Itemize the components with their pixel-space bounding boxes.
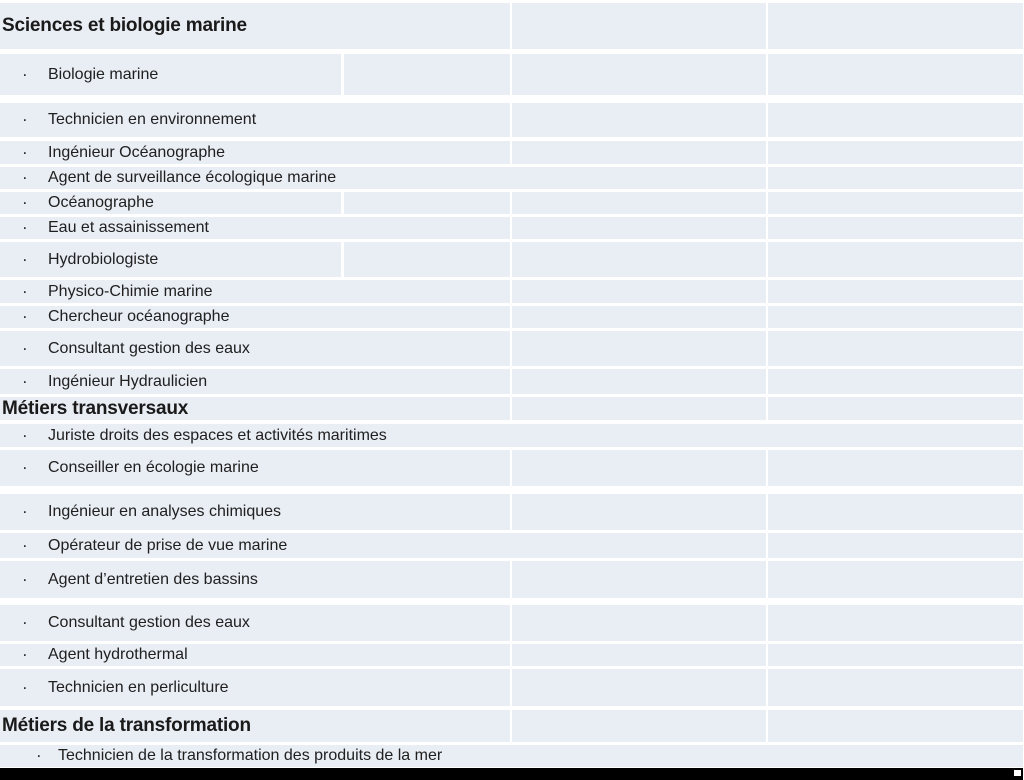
empty-cell bbox=[768, 644, 1023, 666]
section-header-cell bbox=[0, 710, 510, 742]
empty-cell bbox=[768, 217, 1023, 239]
career-item-cell bbox=[0, 103, 510, 137]
empty-cell bbox=[512, 331, 766, 366]
career-item-cell bbox=[0, 167, 766, 189]
bullet-icon: · bbox=[36, 745, 42, 765]
empty-cell bbox=[768, 242, 1023, 277]
empty-cell bbox=[768, 331, 1023, 366]
table-row bbox=[0, 644, 1024, 666]
empty-cell bbox=[768, 561, 1023, 598]
career-item-cell bbox=[0, 644, 510, 666]
empty-cell bbox=[512, 103, 766, 137]
empty-cell bbox=[512, 669, 766, 706]
table-row bbox=[0, 561, 1024, 598]
table-row bbox=[0, 54, 1024, 95]
bullet-icon: · bbox=[22, 568, 28, 588]
empty-cell bbox=[512, 644, 766, 666]
section-header-cell bbox=[0, 397, 510, 420]
table-row bbox=[0, 331, 1024, 366]
table-row bbox=[0, 533, 1024, 558]
empty-cell bbox=[768, 141, 1023, 164]
table-row bbox=[0, 494, 1024, 530]
career-item-label: Biologie marine bbox=[48, 65, 159, 83]
career-item-label: Conseiller en écologie marine bbox=[48, 459, 259, 477]
career-item-label: Opérateur de prise de vue marine bbox=[48, 536, 288, 554]
empty-cell bbox=[768, 669, 1023, 706]
career-item-cell bbox=[0, 605, 510, 641]
empty-cell bbox=[512, 397, 766, 420]
empty-cell bbox=[512, 280, 766, 303]
table-row bbox=[0, 605, 1024, 641]
empty-cell bbox=[768, 280, 1023, 303]
table-row bbox=[0, 450, 1024, 486]
empty-cell bbox=[344, 54, 510, 95]
bullet-icon: · bbox=[22, 644, 28, 664]
bullet-icon: · bbox=[22, 424, 28, 444]
bullet-icon: · bbox=[22, 534, 28, 554]
empty-cell bbox=[512, 217, 766, 239]
section-header-row bbox=[0, 3, 1024, 49]
empty-cell bbox=[768, 167, 1023, 189]
bullet-icon: · bbox=[22, 337, 28, 357]
empty-cell bbox=[512, 561, 766, 598]
bullet-icon: · bbox=[22, 676, 28, 696]
empty-cell bbox=[512, 306, 766, 328]
table-row bbox=[0, 217, 1024, 239]
empty-cell bbox=[512, 54, 766, 95]
table-row bbox=[0, 141, 1024, 164]
career-item-label: Consultant gestion des eaux bbox=[48, 614, 250, 632]
table-row bbox=[0, 242, 1024, 277]
career-item-cell bbox=[0, 561, 510, 598]
bullet-icon: · bbox=[22, 612, 28, 632]
bullet-icon: · bbox=[22, 217, 28, 237]
empty-cell bbox=[768, 54, 1023, 95]
career-item-cell bbox=[0, 141, 510, 164]
career-item-cell bbox=[0, 533, 766, 558]
empty-cell bbox=[768, 450, 1023, 486]
bullet-icon: · bbox=[22, 280, 28, 300]
career-item-cell bbox=[0, 54, 341, 95]
bullet-icon: · bbox=[22, 501, 28, 521]
career-item-cell bbox=[0, 450, 510, 486]
empty-cell bbox=[768, 306, 1023, 328]
section-title: Sciences et biologie marine bbox=[2, 15, 247, 36]
bullet-icon: · bbox=[22, 63, 28, 83]
empty-cell bbox=[344, 242, 510, 277]
career-item-label: Hydrobiologiste bbox=[48, 250, 159, 268]
career-item-label: Agent hydrothermal bbox=[48, 646, 188, 664]
section-title: Métiers transversaux bbox=[2, 397, 189, 419]
bullet-icon: · bbox=[22, 248, 28, 268]
empty-cell bbox=[768, 494, 1023, 530]
career-item-cell bbox=[0, 369, 510, 394]
empty-cell bbox=[512, 3, 766, 49]
table-row bbox=[0, 745, 1024, 767]
table-row bbox=[0, 103, 1024, 137]
career-item-cell bbox=[0, 217, 510, 239]
career-item-label: Technicien de la transformation des produits de la mer bbox=[58, 747, 443, 765]
career-item-cell bbox=[0, 306, 510, 328]
career-item-label: Physico-Chimie marine bbox=[48, 282, 213, 300]
career-item-label: Technicien en environnement bbox=[48, 111, 257, 129]
career-item-label: Ingénieur Hydraulicien bbox=[48, 372, 208, 390]
bullet-icon: · bbox=[22, 457, 28, 477]
career-item-cell bbox=[0, 242, 341, 277]
empty-cell bbox=[512, 494, 766, 530]
bottom-black-bar bbox=[0, 768, 1023, 780]
career-item-label: Juriste droits des espaces et activités maritimes bbox=[48, 426, 387, 444]
career-item-cell bbox=[0, 494, 510, 530]
table-row bbox=[0, 669, 1024, 706]
table-row bbox=[0, 424, 1024, 447]
empty-cell bbox=[768, 397, 1023, 420]
bullet-icon: · bbox=[22, 141, 28, 161]
career-item-cell bbox=[0, 424, 1023, 447]
table-row bbox=[0, 192, 1024, 214]
empty-cell bbox=[768, 710, 1023, 742]
career-item-label: Consultant gestion des eaux bbox=[48, 339, 250, 357]
section-header-row bbox=[0, 397, 1024, 420]
empty-cell bbox=[512, 369, 766, 394]
bullet-icon: · bbox=[22, 192, 28, 212]
career-item-label: Eau et assainissement bbox=[48, 219, 209, 237]
table-row bbox=[0, 280, 1024, 303]
bullet-icon: · bbox=[22, 370, 28, 390]
empty-cell bbox=[512, 605, 766, 641]
empty-cell bbox=[512, 192, 766, 214]
empty-cell bbox=[768, 605, 1023, 641]
empty-cell bbox=[344, 192, 510, 214]
career-item-label: Ingénieur Océanographe bbox=[48, 143, 226, 161]
bullet-icon: · bbox=[22, 306, 28, 326]
empty-cell bbox=[768, 533, 1023, 558]
career-item-label: Ingénieur en analyses chimiques bbox=[48, 503, 282, 521]
empty-cell bbox=[512, 710, 766, 742]
empty-cell bbox=[768, 369, 1023, 394]
empty-cell bbox=[512, 242, 766, 277]
career-item-label: Agent de surveillance écologique marine bbox=[48, 169, 337, 187]
career-item-label: Technicien en perliculture bbox=[48, 678, 229, 696]
empty-cell bbox=[512, 450, 766, 486]
empty-cell bbox=[768, 192, 1023, 214]
table-row bbox=[0, 369, 1024, 394]
empty-cell bbox=[512, 141, 766, 164]
bullet-icon: · bbox=[22, 167, 28, 187]
career-item-label: Océanographe bbox=[48, 194, 154, 212]
bullet-icon: · bbox=[22, 109, 28, 129]
career-item-cell bbox=[0, 669, 510, 706]
empty-cell bbox=[768, 103, 1023, 137]
career-item-label: Agent d’entretien des bassins bbox=[48, 570, 258, 588]
career-item-cell bbox=[0, 280, 510, 303]
bottom-bar-notch bbox=[1014, 770, 1021, 776]
section-title: Métiers de la transformation bbox=[2, 715, 251, 736]
career-item-cell bbox=[0, 331, 510, 366]
career-item-label: Chercheur océanographe bbox=[48, 308, 230, 326]
table-row bbox=[0, 167, 1024, 189]
table-row bbox=[0, 306, 1024, 328]
career-item-cell bbox=[0, 745, 1023, 767]
empty-cell bbox=[768, 3, 1023, 49]
career-item-cell bbox=[0, 192, 341, 214]
section-header-cell bbox=[0, 3, 510, 49]
section-header-row bbox=[0, 710, 1024, 742]
